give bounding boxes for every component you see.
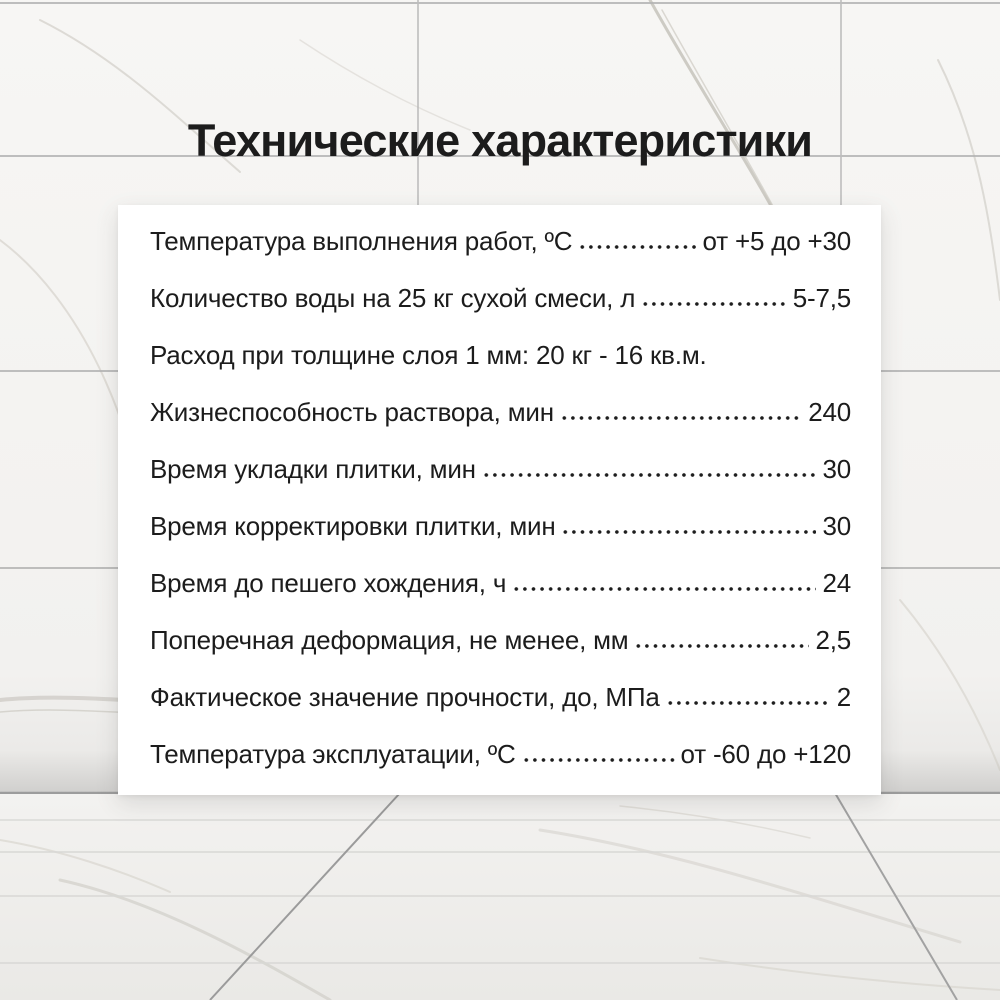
dotted-leader <box>522 757 675 763</box>
dotted-leader <box>634 643 809 649</box>
dotted-leader <box>560 415 802 421</box>
dotted-leader <box>561 529 816 535</box>
spec-row <box>150 500 851 557</box>
dotted-leader <box>578 244 696 250</box>
spec-row <box>150 215 851 272</box>
dotted-leader <box>641 301 787 307</box>
spec-card <box>118 205 881 795</box>
spec-row <box>150 386 851 443</box>
spec-label: Поперечная деформация, не менее, мм <box>150 625 629 655</box>
spec-value: 2 <box>836 682 851 712</box>
spec-label: Время корректировки плитки, мин <box>150 511 556 541</box>
spec-label: Температура выполнения работ, ºС <box>150 226 573 256</box>
spec-label: Фактическое значение прочности, до, МПа <box>150 682 660 712</box>
spec-value: 30 <box>822 454 851 484</box>
dotted-leader <box>482 472 817 478</box>
spec-row <box>150 443 851 500</box>
spec-value: 24 <box>822 568 851 598</box>
spec-row <box>150 614 851 671</box>
spec-label: Время до пешего хождения, ч <box>150 568 507 598</box>
spec-row <box>150 557 851 614</box>
spec-row <box>150 272 851 329</box>
dotted-leader <box>666 700 831 706</box>
dotted-leader <box>512 586 816 592</box>
spec-label: Время укладки плитки, мин <box>150 454 476 484</box>
spec-label: Жизнеспособность раствора, мин <box>150 397 554 427</box>
spec-row <box>150 728 851 785</box>
floor-tiles <box>0 793 1000 1000</box>
spec-row <box>150 671 851 728</box>
spec-value: от +5 до +30 <box>702 226 851 256</box>
spec-value: от -60 до +120 <box>680 739 851 769</box>
spec-label: Температура эксплуатации, ºС <box>150 739 516 769</box>
spec-value: 2,5 <box>815 625 851 655</box>
spec-label: Количество воды на 25 кг сухой смеси, л <box>150 283 636 313</box>
spec-value: 5-7,5 <box>792 283 851 313</box>
spec-value: 30 <box>822 511 851 541</box>
page-title: Технические характеристики <box>187 115 813 166</box>
spec-row <box>150 329 851 386</box>
spec-value: 240 <box>808 397 851 427</box>
spec-label: Расход при толщине слоя 1 мм: 20 кг - 16 кв.м. <box>150 340 707 370</box>
